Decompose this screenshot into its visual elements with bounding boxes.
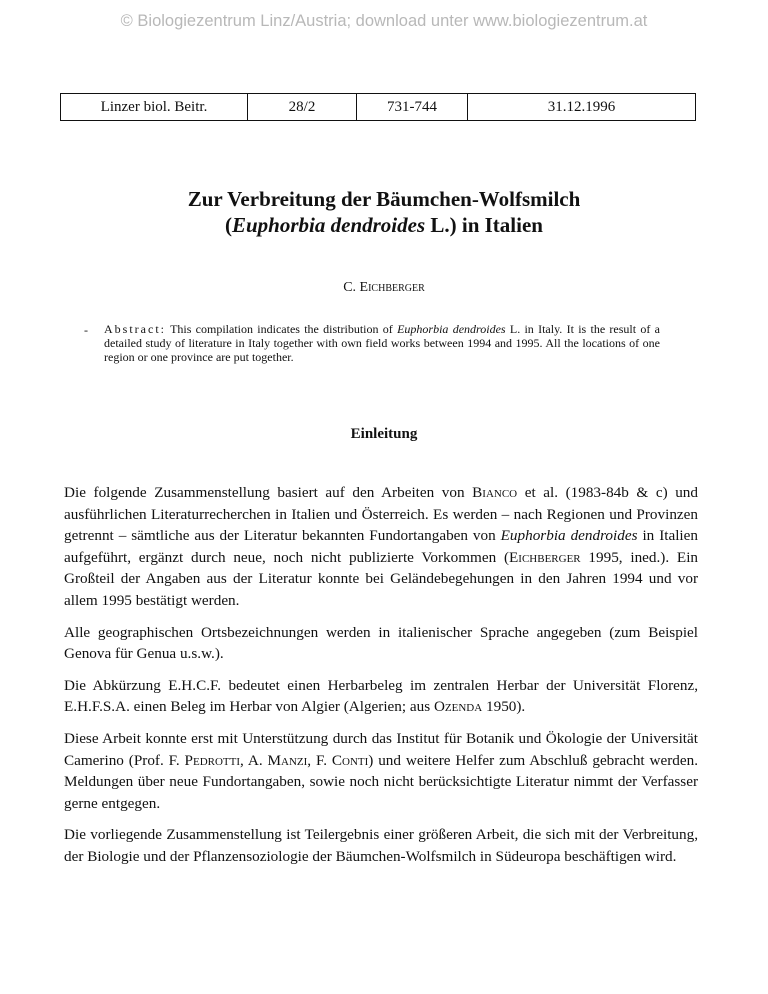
title-species-name: Euphorbia dendroides	[232, 213, 426, 237]
volume-number: 28/2	[248, 94, 357, 121]
section-heading: Einleitung	[350, 426, 418, 442]
journal-name: Linzer biol. Beitr.	[61, 94, 248, 121]
paragraph-3: Die Abkürzung E.H.C.F. bedeutet einen Herbarbeleg im zentralen Herbar der Universität Florenz, E.H.F.S.A. einen Beleg im Herbar von Algier (Algerien; aus Ozenda 1950).	[64, 676, 698, 716]
author-surname: Eichberger	[359, 280, 425, 295]
abstract-dash: -	[84, 323, 88, 337]
author-line: C. Eichberger	[343, 280, 425, 295]
paragraph-5: Die vorliegende Zusammenstellung ist Teilergebnis einer größeren Arbeit, die sich mit der Verbreitung, der Biologie und der Pflanzensoziologie der Bäumchen-Wolfsmilch in Südeuropa beschäftigen wird.	[64, 826, 698, 865]
article-title	[0, 186, 768, 238]
abstract-species-name: Euphorbia dendroides	[397, 322, 506, 336]
paragraph-4: Diese Arbeit konnte erst mit Unterstützung durch das Institut für Botanik und Ökologie der Universität Camerino (Prof. F. Pedrotti, A. Manzi, F. Conti) und weitere Helfer zum Abschluß gebracht werden. Meldungen über neue Fundortangaben, sowie noch nicht berücksichtigte Literatur nimmt der Verfasser gerne entgegen.	[64, 729, 698, 812]
title-line-2: (Euphorbia dendroides L.) in Italien	[225, 213, 543, 237]
page-range: 731-744	[357, 94, 468, 121]
publication-date: 31.12.1996	[468, 94, 696, 121]
abstract: - Abstract: This compilation indicates the distribution of Euphorbia dendroides L. in Italy. It is the result of a detailed study of literature in Italy together with own field works between 1994 and 1995. All the locations of one region or one province are put together.	[84, 322, 660, 364]
paragraph-1: Die folgende Zusammenstellung basiert auf den Arbeiten von Bianco et al. (1983-84b & c) und ausführlichen Literaturrecherchen in Italien und Österreich. Es werden – nach Regionen und Provinzen getrennt – sämtliche aus der Literatur bekannten Fundortangaben von Euphorbia dendroides in Italien aufgeführt, ergänzt durch neue, noch nicht publizierte Vorkommen (Eichberger 1995, ined.). Ein Großteil der Angaben aus der Literatur konnte bei Geländebegehungen in den Jahren 1994 und vor allem 1995 bestätigt werden.	[64, 484, 699, 609]
paragraph-2: Alle geographischen Ortsbezeichnungen werden in italienischer Sprache angegeben (zum Beispiel Genova für Genua u.s.w.).	[64, 623, 698, 663]
copyright-watermark: © Biologiezentrum Linz/Austria; download unter www.biologiezentrum.at	[120, 12, 648, 30]
abstract-label: Abstract:	[104, 322, 166, 336]
title-line-1: Zur Verbreitung der Bäumchen-Wolfsmilch	[187, 187, 581, 211]
citation-header-table	[60, 93, 696, 121]
body-text	[64, 482, 698, 878]
